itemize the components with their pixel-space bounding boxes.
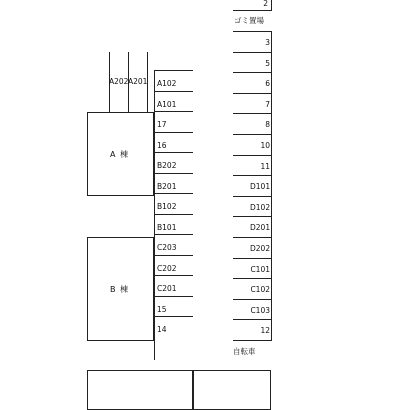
slot-divider xyxy=(233,155,272,156)
slot-divider xyxy=(233,258,272,259)
slot-divider xyxy=(233,237,272,238)
dump-area-label: ゴミ置場 xyxy=(234,16,264,25)
slot-divider xyxy=(233,10,272,11)
slot-divider xyxy=(233,340,272,341)
slot-divider xyxy=(233,113,272,114)
slot-divider xyxy=(154,275,193,276)
slot-divider xyxy=(233,93,272,94)
slot-divider xyxy=(233,216,272,217)
parking-slot-label: 10 xyxy=(260,141,270,150)
parking-slot-label: C101 xyxy=(250,264,270,274)
parking-slot-label: B102 xyxy=(157,202,177,211)
slot-divider xyxy=(233,72,272,73)
building-a-label: A 棟 xyxy=(110,150,130,159)
parking-slot-label: B202 xyxy=(157,161,177,170)
slot-divider xyxy=(154,214,193,215)
parking-slot-label: 8 xyxy=(265,120,270,130)
parking-slot-label: C202 xyxy=(157,263,177,273)
parking-slot-label: C201 xyxy=(157,284,177,293)
parking-slot-label: D101 xyxy=(250,182,271,192)
parking-slot-label: 6 xyxy=(265,79,270,89)
parking-slot-label: 12 xyxy=(260,326,270,336)
parking-slot-label: D102 xyxy=(250,202,271,212)
parking-slot-label: 5 xyxy=(265,58,270,68)
slot-divider xyxy=(154,296,193,297)
right-column-edge xyxy=(271,31,272,341)
parking-slot-label: C102 xyxy=(250,285,270,295)
fence-label-a202: A202 xyxy=(109,77,129,86)
parking-slot-label: 14 xyxy=(157,325,167,334)
slot-divider xyxy=(154,234,193,235)
parking-slot-label: 16 xyxy=(157,140,167,150)
parking-slot-label: 7 xyxy=(265,99,270,109)
parking-slot-label: 3 xyxy=(265,38,270,47)
bicycle-area-label: 自転車 xyxy=(233,347,256,356)
bottom-building-right xyxy=(193,370,271,410)
parking-slot-label: C203 xyxy=(157,243,177,252)
fence-label-a201: A201 xyxy=(128,77,148,86)
parking-slot-label: D202 xyxy=(250,244,271,253)
slot-divider xyxy=(154,70,193,71)
slot-divider xyxy=(233,52,272,53)
parking-slot-label: A101 xyxy=(157,99,177,109)
slot-divider xyxy=(154,193,193,194)
slot-divider xyxy=(233,175,272,176)
slot-divider xyxy=(154,173,193,174)
slot-divider xyxy=(233,196,272,197)
slot-divider xyxy=(154,91,193,92)
parking-slot-label: D201 xyxy=(250,223,271,233)
slot-divider xyxy=(233,278,272,279)
parking-slot-label: 11 xyxy=(260,161,270,171)
slot-divider xyxy=(233,134,272,135)
bottom-building-left xyxy=(87,370,193,410)
slot-divider xyxy=(154,152,193,153)
parking-slot-label: 15 xyxy=(157,304,167,314)
slot-divider xyxy=(154,111,193,112)
slot-divider xyxy=(154,316,193,317)
slot-2: 2 xyxy=(263,0,268,8)
parking-slot-label: B101 xyxy=(157,222,177,232)
slot-divider xyxy=(233,319,272,320)
right-column-edge-top xyxy=(271,0,272,10)
slot-divider xyxy=(154,132,193,133)
parking-slot-label: A102 xyxy=(157,79,177,88)
parking-slot-label: B201 xyxy=(157,181,177,191)
parking-slot-label: 17 xyxy=(157,120,167,129)
building-b-label: B 棟 xyxy=(110,285,130,294)
slot-divider xyxy=(154,255,193,256)
parking-slot-label: C103 xyxy=(250,305,270,315)
slot-divider xyxy=(233,299,272,300)
slot-divider xyxy=(233,31,272,32)
